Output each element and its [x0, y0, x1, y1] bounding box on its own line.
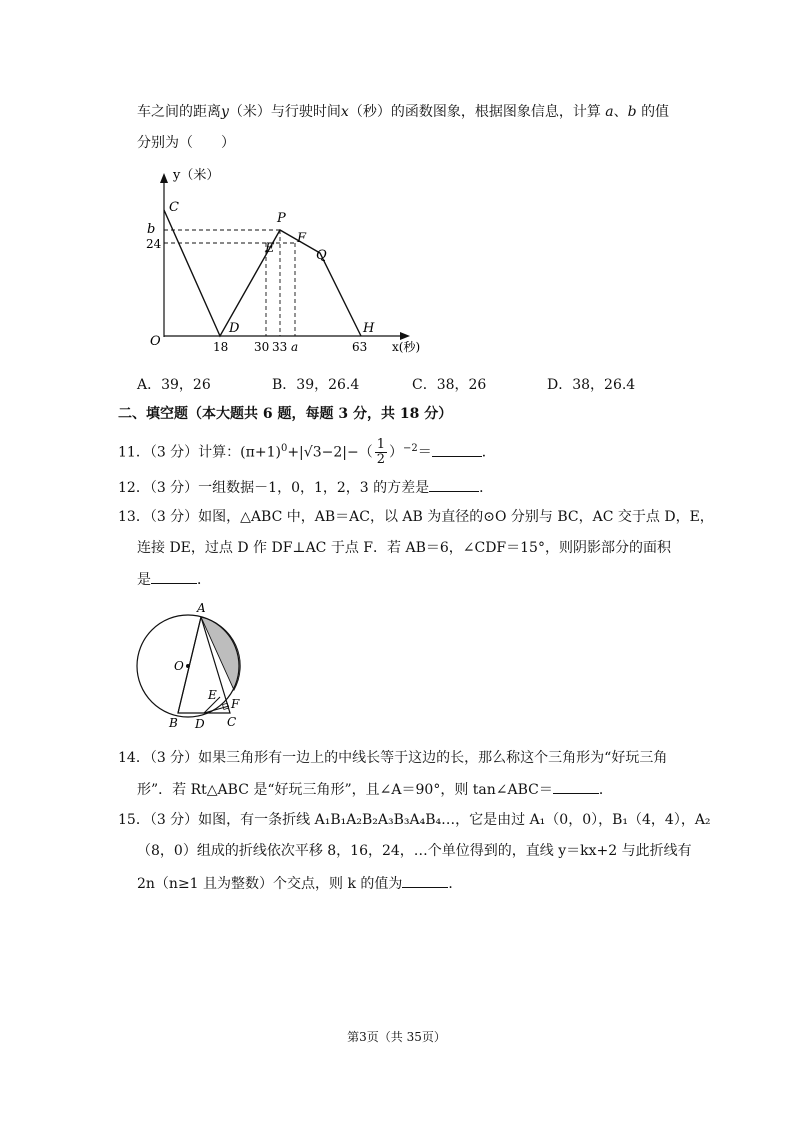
tick-63: 63 [352, 340, 368, 354]
section-title: 二、填空题（本大题共 6 题，每题 3 分，共 18 分） [118, 406, 453, 422]
label-Q: Q [316, 248, 327, 263]
label-P: P [277, 211, 286, 226]
q15-line1: 15．（3 分）如图，有一条折线 A₁B₁A₂B₂A₃B₃A₄B₄…，它是由过 A₁（0，0），B₁（4，4），A₂ [118, 812, 711, 828]
q13-line2: 连接 DE，过点 D 作 DF⊥AC 于点 F．若 AB＝6，∠CDF＝15°，则阴影部分的面积 [137, 540, 671, 556]
option-a[interactable]: A．39，26 [137, 377, 211, 393]
tick-a: a [291, 340, 299, 354]
q13-figure [130, 600, 260, 730]
fig-label-A: A [197, 601, 206, 615]
shaded-region [201, 617, 240, 690]
y-axis-label: y（米） [173, 168, 220, 183]
label-C: C [169, 200, 179, 215]
label-E: E [265, 241, 275, 256]
q15-answer-blank[interactable] [402, 873, 448, 888]
q14-answer-blank[interactable] [553, 779, 599, 794]
fig-label-D: D [195, 717, 205, 730]
q15-line2: （8，0）组成的折线依次平移 8，16，24，…个单位得到的，直线 y＝kx+2 与此折线有 [137, 843, 692, 859]
fig-label-B: B [169, 716, 178, 730]
x-axis-label: x(秒) [392, 340, 421, 354]
label-H: H [363, 321, 375, 336]
q10-stem-line2: 分别为（ ） [137, 135, 235, 151]
label-24: 24 [146, 237, 162, 251]
fraction-one-half: $\frac{1}{2}$ [376, 437, 385, 467]
q10-graph [140, 165, 440, 360]
q11-answer-blank[interactable] [432, 442, 482, 457]
q12: 12．（3 分）一组数据－1，0，1，2，3 的方差是 ． [118, 477, 493, 498]
center-dot [186, 664, 190, 668]
q13-answer-blank[interactable] [151, 569, 197, 584]
option-b[interactable]: B．39，26.4 [272, 377, 360, 393]
label-F: F [297, 231, 307, 246]
q13-line1: 13．（3 分）如图，△ABC 中，AB＝AC，以 AB 为直径的⊙O 分别与 BC，AC 交于点 D，E， [118, 509, 714, 525]
q13-line3: 是 ． [137, 569, 211, 590]
q14-line1: 14．（3 分）如果三角形有一边上的中线长等于这边的长，那么称这个三角形为“好玩三角 [118, 750, 668, 766]
q12-answer-blank[interactable] [429, 477, 479, 492]
tick-30: 30 [254, 340, 270, 354]
page-footer: 第3页（共 35页） [347, 1030, 446, 1044]
q14-line2: 形”．若 Rt△ABC 是“好玩三角形”，且∠A＝90°，则 tan∠ABC＝ ． [137, 779, 613, 800]
y-axis-arrow [160, 173, 168, 183]
q10-stem-line1: 车之间的距离y（米）与行驶时间x（秒）的函数图象，根据图象信息，计算 a、b 的值 [137, 104, 670, 120]
tick-18: 18 [213, 340, 229, 354]
label-D: D [229, 321, 240, 336]
tick-33: 33 [272, 340, 288, 354]
label-b: b [147, 222, 156, 237]
q11: 11．（3 分）计算：$(\pi+1)^0+|√3-2|-$（ $\frac{1}{2}$ ）$^{-2}$＝ ． [118, 437, 496, 467]
graph-polyline [164, 210, 361, 336]
x-axis-arrow [400, 332, 410, 340]
q15-line3: 2n（n≥1 且为整数）个交点，则 k 的值为 ． [137, 873, 462, 894]
fig-label-E: E [208, 688, 217, 702]
fig-label-O: O [174, 659, 184, 673]
label-O: O [150, 334, 161, 349]
option-c[interactable]: C．38，26 [412, 377, 487, 393]
option-d[interactable]: D．38，26.4 [547, 377, 636, 393]
fig-label-C: C [227, 715, 237, 729]
fig-label-F: F [231, 697, 240, 711]
